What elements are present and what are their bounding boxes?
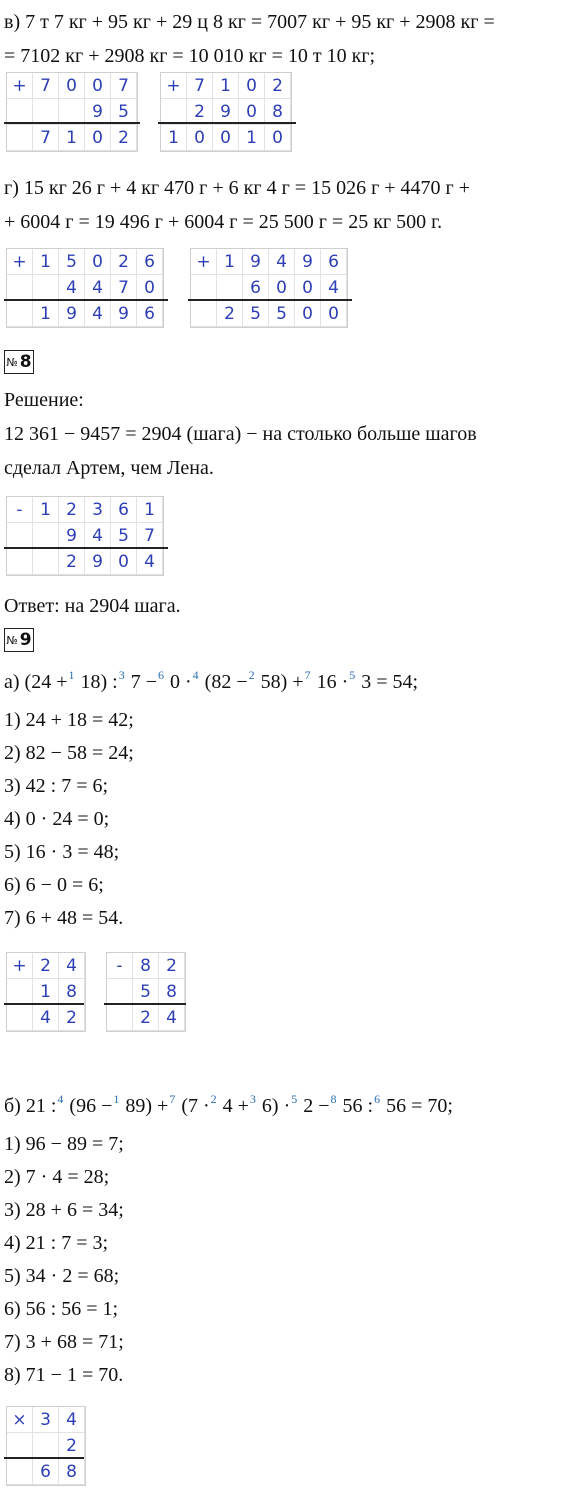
digit-cell: 7: [187, 73, 213, 99]
text-line: = 7102 кг + 2908 кг = 10 010 кг = 10 т 10 кг;: [4, 45, 376, 67]
operator-cell: ×: [7, 1407, 33, 1433]
step-line: 4) 0 · 24 = 0;: [4, 808, 110, 830]
text-line: + 6004 г = 19 496 г + 6004 г = 25 500 г = 25 кг 500 г.: [4, 211, 443, 233]
digit-cell: [7, 301, 33, 327]
digit-cell: [7, 1005, 33, 1031]
operator-cell: -: [107, 953, 133, 979]
step-line: 4) 21 : 7 = 3;: [4, 1232, 109, 1254]
digit-cell: [217, 275, 243, 301]
digit-cell: [33, 549, 59, 575]
digit-cell: 0: [137, 275, 163, 301]
digit-cell: 0: [85, 125, 111, 151]
text-line: в) 7 т 7 кг + 95 кг + 29 ц 8 кг = 7007 кг + 95 кг + 2908 кг =: [4, 11, 495, 33]
step-line: 2) 82 − 58 = 24;: [4, 742, 134, 764]
digit-cell: 1: [137, 497, 163, 523]
digit-cell: 1: [239, 125, 265, 151]
digit-cell: 2: [59, 497, 85, 523]
digit-cell: 8: [265, 99, 291, 125]
digit-cell: 0: [295, 275, 321, 301]
digit-cell: 6: [243, 275, 269, 301]
step-line: 1) 24 + 18 = 42;: [4, 709, 134, 731]
answer-line: Ответ: на 2904 шага.: [4, 595, 181, 617]
digit-cell: 8: [133, 953, 159, 979]
digit-cell: [33, 275, 59, 301]
digit-cell: 3: [33, 1407, 59, 1433]
solution-label: Решение:: [4, 389, 84, 411]
digit-cell: 0: [59, 73, 85, 99]
digit-cell: 4: [159, 1005, 185, 1031]
digit-cell: 4: [59, 1407, 85, 1433]
digit-cell: 2: [111, 125, 137, 151]
digit-cell: [7, 275, 33, 301]
digit-cell: 4: [85, 275, 111, 301]
digit-cell: 2: [59, 1005, 85, 1031]
task-number: 9: [19, 630, 32, 650]
number-sign: №: [6, 633, 18, 647]
column-addition-grid: [6, 952, 86, 1032]
digit-cell: 7: [33, 73, 59, 99]
step-line: 8) 71 − 1 = 70.: [4, 1364, 124, 1386]
digit-cell: [7, 549, 33, 575]
digit-cell: 9: [85, 99, 111, 125]
text-line: г) 15 кг 26 г + 4 кг 470 г + 6 кг 4 г = 15 026 г + 4470 г +: [4, 177, 471, 199]
digit-cell: 0: [111, 549, 137, 575]
digit-cell: 0: [269, 275, 295, 301]
digit-cell: [191, 275, 217, 301]
digit-cell: 4: [59, 953, 85, 979]
digit-cell: 5: [269, 301, 295, 327]
step-line: 3) 42 : 7 = 6;: [4, 775, 109, 797]
sum-rule: [188, 299, 352, 301]
digit-cell: 1: [33, 301, 59, 327]
digit-cell: 9: [111, 301, 137, 327]
digit-cell: 2: [265, 73, 291, 99]
digit-cell: 0: [265, 125, 291, 151]
digit-cell: 2: [159, 953, 185, 979]
digit-cell: [33, 523, 59, 549]
operator-cell: +: [7, 953, 33, 979]
digit-cell: 1: [59, 125, 85, 151]
digit-cell: 2: [59, 1433, 85, 1459]
step-line: 5) 16 · 3 = 48;: [4, 841, 120, 863]
digit-cell: [7, 523, 33, 549]
digit-cell: 6: [321, 249, 347, 275]
step-line: 6) 6 − 0 = 6;: [4, 874, 104, 896]
digit-cell: 5: [59, 249, 85, 275]
digit-cell: 1: [33, 249, 59, 275]
operator-cell: +: [161, 73, 187, 99]
digit-cell: [107, 1005, 133, 1031]
column-addition-grid: [190, 248, 348, 328]
digit-cell: 4: [85, 523, 111, 549]
sum-rule: [158, 122, 296, 124]
sum-rule: [4, 299, 168, 301]
digit-cell: 7: [111, 275, 137, 301]
digit-cell: [7, 1433, 33, 1459]
operator-cell: +: [191, 249, 217, 275]
digit-cell: 0: [321, 301, 347, 327]
number-sign: №: [6, 355, 18, 369]
task-number-badge: [4, 628, 34, 652]
digit-cell: 0: [85, 73, 111, 99]
digit-cell: 9: [213, 99, 239, 125]
operator-cell: +: [7, 249, 33, 275]
digit-cell: 5: [111, 99, 137, 125]
digit-cell: 7: [111, 73, 137, 99]
digit-cell: 0: [213, 125, 239, 151]
digit-cell: 6: [33, 1459, 59, 1485]
digit-cell: 8: [59, 1459, 85, 1485]
digit-cell: 2: [111, 249, 137, 275]
step-line: 2) 7 · 4 = 28;: [4, 1166, 110, 1188]
step-line: 7) 6 + 48 = 54.: [4, 907, 124, 929]
digit-cell: 2: [33, 953, 59, 979]
text-line: 12 361 − 9457 = 2904 (шага) − на столько больше шагов: [4, 423, 477, 445]
column-addition-grid: [6, 72, 138, 152]
digit-cell: 9: [243, 249, 269, 275]
text-line: сделал Артем, чем Лена.: [4, 457, 214, 479]
column-addition-grid: [160, 72, 292, 152]
digit-cell: 9: [59, 523, 85, 549]
column-multiplication-grid: [6, 1406, 86, 1486]
digit-cell: 5: [111, 523, 137, 549]
digit-cell: 0: [187, 125, 213, 151]
step-line: 7) 3 + 68 = 71;: [4, 1331, 124, 1353]
difference-rule: [4, 547, 168, 549]
digit-cell: 8: [59, 979, 85, 1005]
digit-cell: 3: [85, 497, 111, 523]
digit-cell: 9: [85, 549, 111, 575]
digit-cell: 5: [133, 979, 159, 1005]
digit-cell: 0: [239, 73, 265, 99]
digit-cell: 6: [137, 249, 163, 275]
sum-rule: [4, 1003, 84, 1005]
digit-cell: 1: [33, 979, 59, 1005]
column-subtraction-grid: [106, 952, 186, 1032]
digit-cell: 2: [217, 301, 243, 327]
digit-cell: 2: [59, 549, 85, 575]
operator-cell: -: [7, 497, 33, 523]
digit-cell: 7: [137, 523, 163, 549]
digit-cell: 4: [59, 275, 85, 301]
task-number-badge: [4, 350, 34, 374]
digit-cell: 9: [59, 301, 85, 327]
column-subtraction-grid: [6, 496, 164, 576]
expression-a: а) (24 +$^1$ 18) :$^3$ 7 −$^6$ 0 ·$^4$ (82 −$^2$ 58) +$^7$ 16 ·$^5$ 3 = 54;: [4, 668, 419, 693]
digit-cell: [107, 979, 133, 1005]
operator-cell: +: [7, 73, 33, 99]
digit-cell: 0: [85, 249, 111, 275]
digit-cell: 4: [269, 249, 295, 275]
digit-cell: 4: [33, 1005, 59, 1031]
step-line: 6) 56 : 56 = 1;: [4, 1298, 119, 1320]
digit-cell: 6: [137, 301, 163, 327]
difference-rule: [104, 1003, 186, 1005]
digit-cell: [7, 979, 33, 1005]
digit-cell: 2: [133, 1005, 159, 1031]
digit-cell: 1: [33, 497, 59, 523]
digit-cell: 1: [217, 249, 243, 275]
digit-cell: [33, 1433, 59, 1459]
digit-cell: 4: [85, 301, 111, 327]
step-line: 1) 96 − 89 = 7;: [4, 1133, 124, 1155]
digit-cell: 2: [187, 99, 213, 125]
digit-cell: 0: [239, 99, 265, 125]
column-addition-grid: [6, 248, 164, 328]
digit-cell: 4: [321, 275, 347, 301]
task-number: 8: [19, 352, 32, 372]
product-rule: [4, 1457, 84, 1459]
digit-cell: 6: [111, 497, 137, 523]
digit-cell: 8: [159, 979, 185, 1005]
digit-cell: 7: [33, 125, 59, 151]
step-line: 5) 34 · 2 = 68;: [4, 1265, 120, 1287]
digit-cell: 9: [295, 249, 321, 275]
step-line: 3) 28 + 6 = 34;: [4, 1199, 124, 1221]
digit-cell: 4: [137, 549, 163, 575]
digit-cell: 5: [243, 301, 269, 327]
digit-cell: [7, 125, 33, 151]
digit-cell: 1: [161, 125, 187, 151]
sum-rule: [4, 122, 140, 124]
digit-cell: [7, 1459, 33, 1485]
expression-b: б) 21 :$^4$ (96 −$^1$ 89) +$^7$ (7 ·$^2$ 4 +$^3$ 6) ·$^5$ 2 −$^8$ 56 :$^6$ 56 = 70;: [4, 1092, 453, 1117]
digit-cell: 0: [295, 301, 321, 327]
digit-cell: [191, 301, 217, 327]
digit-cell: 1: [213, 73, 239, 99]
